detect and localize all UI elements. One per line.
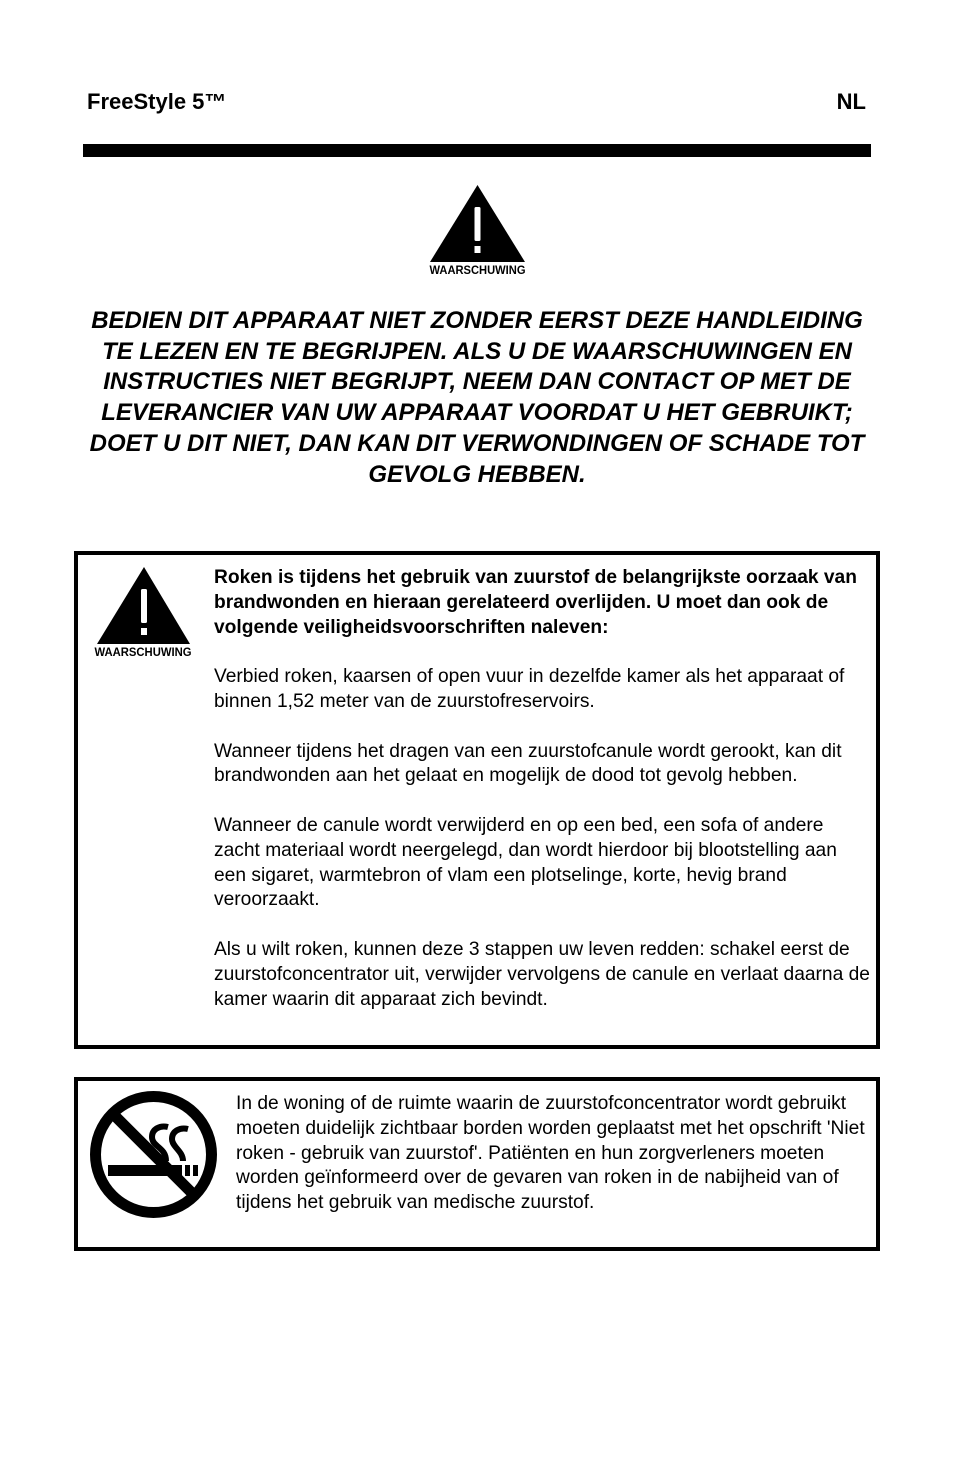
- warning-icon-label: WAARSCHUWING: [429, 265, 526, 277]
- no-smoking-icon: [88, 1089, 219, 1220]
- warning-icon-label: WAARSCHUWING: [94, 647, 192, 659]
- no-smoking-text: [236, 1092, 870, 1216]
- no-smoking-box: [74, 1077, 880, 1251]
- main-warning-text: BEDIEN DIT APPARAAT NIET ZONDER EERST DEZE HANDLEIDING TE LEZEN EN TE BEGRIJPEN. ALS U DE WAARSCHUWINGEN EN INSTRUCTIES NIET BEGRIJPT, NEEM DAN CONTACT OP MET DE LEVERANCIER VAN UW APPARAAT VOORDAT U HET GEBRUIKT; DOET U DIT NIET, DAN KAN DIT VERWONDINGEN OF SCHADE TOT GEVOLG HEBBEN.: [89, 307, 865, 488]
- smoking-intro: Roken is tijdens het gebruik van zuurstof de belangrijkste oorzaak van brandwonden en hieraan gerelateerd overlijden. U moet dan ook de volgende veiligheidsvoorschriften naleven:: [214, 567, 857, 638]
- no-smoking-paragraph: In de woning of de ruimte waarin de zuurstofconcentrator wordt gebruikt moeten duidelijk zichtbaar borden worden geplaatst met het opschrift 'Niet roken - gebruik van zuurstof'. Patiënten en hun zorgverleners moeten worden geïnformeerd over de gevaren van roken in de nabijheid van of tijdens het gebruik van medische zuurstof.: [236, 1093, 865, 1214]
- smoking-warning-text: [214, 566, 874, 1012]
- warning-triangle-icon: [93, 565, 193, 659]
- warning-triangle-icon: [427, 183, 528, 277]
- smoking-paragraph: Wanneer de canule wordt verwijderd en op een bed, een sofa of andere zacht materiaal wordt neergelegd, dan wordt hierdoor bij blootstelling aan een sigaret, warmtebron of vlam een plotselinge, korte, hevig brand veroorzaakt.: [214, 814, 837, 911]
- smoking-warning-box: [74, 551, 880, 1049]
- smoking-paragraph: Als u wilt roken, kunnen deze 3 stappen uw leven redden: schakel eerst de zuurstofconcentrator uit, verwijder vervolgens de canule en verlaat daarna de kamer waarin dit apparaat zich bevindt.: [214, 938, 870, 1010]
- language-code: NL: [836, 89, 866, 114]
- smoking-paragraph: Wanneer tijdens het dragen van een zuurstofcanule wordt gerookt, kan dit brandwonden aan het gelaat en mogelijk de dood tot gevolg hebben.: [214, 740, 842, 787]
- header-divider: [83, 144, 871, 157]
- smoking-paragraph: Verbied roken, kaarsen of open vuur in dezelfde kamer als het apparaat of binnen 1,52 meter van de zuurstofreservoirs.: [214, 666, 845, 712]
- document-title: FreeStyle 5™: [87, 89, 227, 114]
